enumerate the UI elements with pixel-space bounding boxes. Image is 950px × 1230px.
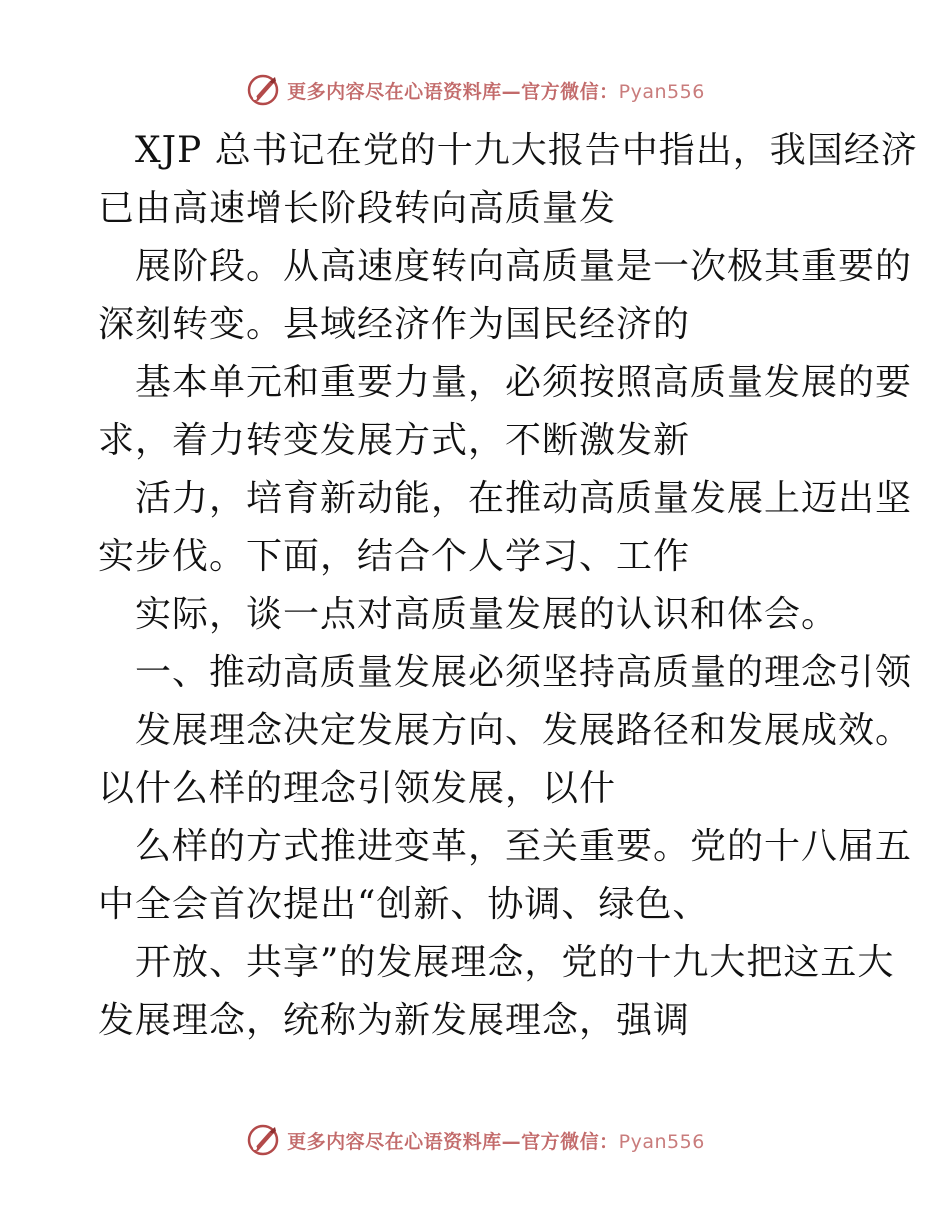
- quill-pen-logo-icon: [245, 1122, 281, 1158]
- text-line: 已由高速增长阶段转向高质量发: [98, 188, 617, 229]
- text-line: 中全会首次提出“创新、协调、绿色、: [98, 884, 710, 925]
- text-line: 么样的方式推进变革，至关重要。党的十八届五: [135, 826, 913, 867]
- text-line: 求，着力转变发展方式，不断激发新: [98, 420, 691, 461]
- wechat-id: Pyan556: [618, 80, 705, 103]
- quill-pen-logo-icon: [245, 72, 281, 108]
- text-line: 开放、共享”的发展理念，党的十九大把这五大: [135, 942, 895, 983]
- text-line: XJP 总书记在党的十九大报告中指出，我国经济: [135, 130, 918, 171]
- text-line: 以什么样的理念引领发展，以什: [98, 768, 617, 809]
- watermark-banner-top: [0, 70, 950, 110]
- wechat-id: Pyan556: [618, 1130, 705, 1153]
- text-line: 实步伐。下面，结合个人学习、工作: [98, 536, 691, 577]
- text-line: 基本单元和重要力量，必须按照高质量发展的要: [135, 362, 913, 403]
- text-line: 深刻转变。县域经济作为国民经济的: [98, 304, 691, 345]
- watermark-text: 更多内容尽在心语资料库—官方微信：Pyan556: [287, 80, 705, 103]
- document-body: [98, 122, 918, 1050]
- text-line: 实际，谈一点对高质量发展的认识和体会。: [135, 594, 839, 635]
- text-line: 发展理念，统称为新发展理念，强调: [98, 1000, 691, 1041]
- section-heading: 一、推动高质量发展必须坚持高质量的理念引领: [135, 652, 913, 693]
- watermark-text: 更多内容尽在心语资料库—官方微信：Pyan556: [287, 1130, 705, 1153]
- text-line: 发展理念决定发展方向、发展路径和发展成效。: [135, 710, 913, 751]
- text-line: 展阶段。从高速度转向高质量是一次极其重要的: [135, 246, 913, 287]
- text-line: 活力，培育新动能，在推动高质量发展上迈出坚: [135, 478, 913, 519]
- watermark-banner-bottom: [0, 1120, 950, 1160]
